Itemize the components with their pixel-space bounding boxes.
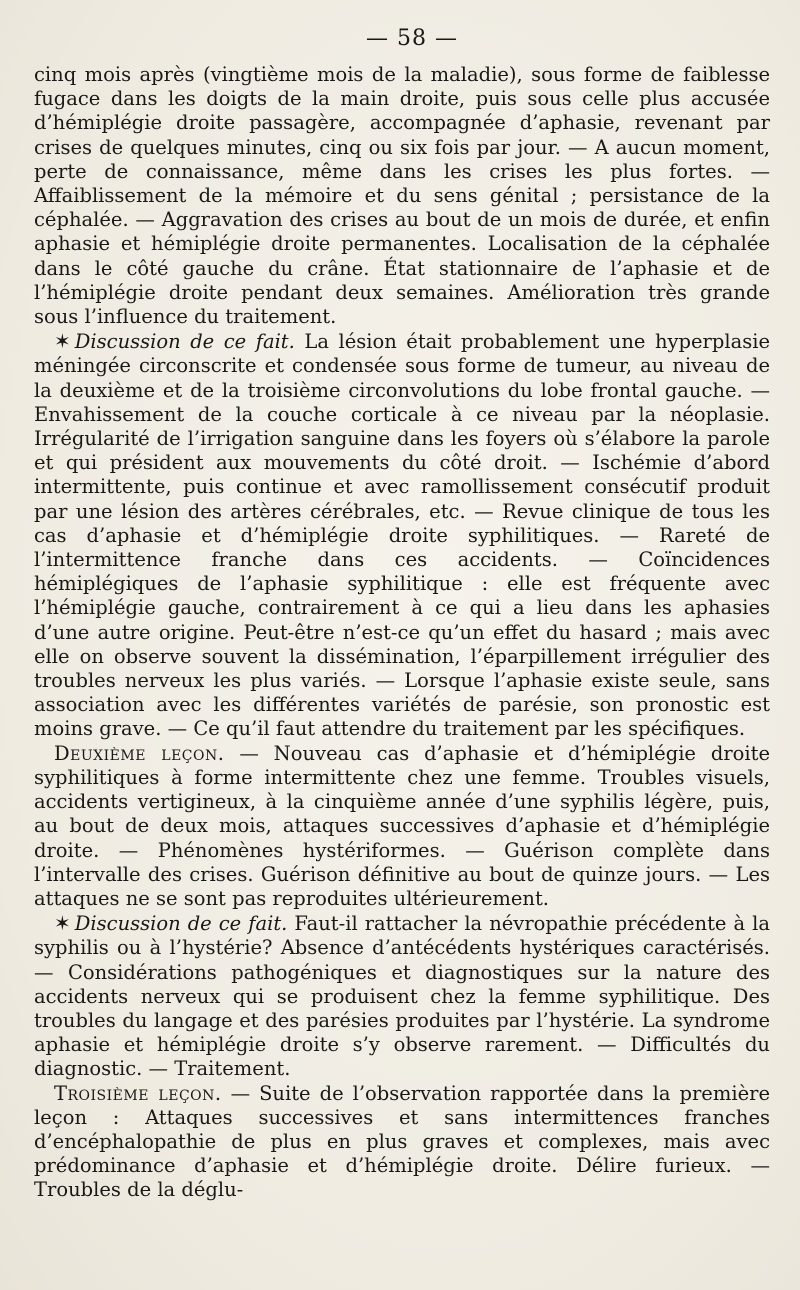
discussion-heading: Discussion de ce fait. <box>74 912 288 936</box>
lesson-heading: Deuxième leçon. <box>54 741 225 765</box>
discussion-text: Faut-il rattacher la névropathie précédente à la syphilis ou à l’hystérie? Absence d’antécédents hystériques caractérisés. — Considérations pathogéniques et diagnostiques sur la nature des accidents nerveux qui se produisent chez la femme syphilitique. Des troubles du langage et des parésies produites par l’hystérie. La syndrome aphasie et hémiplégie droite s’y observe rarement. — Difficultés du diagnostic. — Traitement. <box>34 912 770 1081</box>
page-number: — 58 — <box>366 26 458 51</box>
asterisk-mark-icon: ✶ <box>54 911 71 936</box>
paragraph-case-summary: cinq mois après (vingtième mois de la maladie), sous forme de faiblesse fugace dans les doigts de la main droite, puis sous celle plus accusée d’hémiplégie droite passagère, accompagnée d’aphasie, revenant par crises de quelques minutes, cinq ou six fois par jour. — A aucun moment, perte de connaissance, même dans les crises les plus fortes. — Affaiblissement de la mémoire et du sens génital ; persistance de la céphalée. — Aggravation des crises au bout de un mois de durée, et enfin aphasie et hémiplégie droite permanentes. Localisation de la céphalée dans le côté gauche du crâne. État stationnaire de l’aphasie et de l’hémiplégie droite pendant deux semaines. Amélioration très grande sous l’influence du traitement. <box>34 63 770 329</box>
paragraph-third-lesson <box>34 1082 770 1203</box>
asterisk-mark-icon: ✶ <box>54 329 71 354</box>
paragraph-discussion-1 <box>34 329 770 741</box>
paragraph-second-lesson <box>34 742 770 911</box>
discussion-text: La lésion était probablement une hyperplasie méningée circonscrite et condensée sous forme de tumeur, au niveau de la deuxième et de la troisième circonvolutions du lobe frontal gauche. — Envahissement de la couche corticale à ce niveau par la néoplasie. Irrégularité de l’irrigation sanguine dans les foyers où s’élabore la parole et qui président aux mouvements du côté droit. — Ischémie d’abord intermittente, puis continue et avec ramollissement consécutif produit par une lésion des artères cérébrales, etc. — Revue clinique de tous les cas d’aphasie et d’hémiplégie droite syphilitiques. — Rareté de l’intermittence franche dans ces accidents. — Coïncidences hémiplégiques de l’aphasie syphilitique : elle est fréquente avec l’hémiplégie gauche, contrairement à ce qui a lieu dans les aphasies d’une autre origine. Peut-être n’est-ce qu’un effet du hasard ; mais avec elle on observe souvent la dissémination, l’éparpillement irrégulier des troubles nerveux les plus variés. — Lorsque l’aphasie existe seule, sans association avec les différentes variétés de parésie, son pronostic est moins grave. — Ce qu’il faut attendre du traitement par les spécifiques. <box>34 330 770 741</box>
lesson-text: — Nouveau cas d’aphasie et d’hémiplégie droite syphilitiques à forme intermittente chez une femme. Troubles visuels, accidents vertigineux, à la cinquième année d’une syphilis légère, puis, au bout de deux mois, attaques successives d’aphasie et d’hémiplégie droite. — Phénomènes hystériformes. — Guérison complète dans l’intervalle des crises. Guérison définitive au bout de quinze jours. — Les attaques ne se sont pas reproduites ultérieurement. <box>34 741 770 910</box>
lesson-heading: Troisième leçon. <box>54 1081 222 1105</box>
page-body <box>34 63 770 1203</box>
discussion-heading: Discussion de ce fait. <box>74 330 295 354</box>
lesson-text: — Suite de l’observation rapportée dans la première leçon : Attaques successives et sans intermittences franches d’encéphalopathie de plus en plus graves et complexes, mais avec prédominance d’aphasie et d’hémiplégie droite. Délire furieux. — Troubles de la déglu- <box>34 1081 770 1202</box>
paragraph-discussion-2 <box>34 911 770 1081</box>
